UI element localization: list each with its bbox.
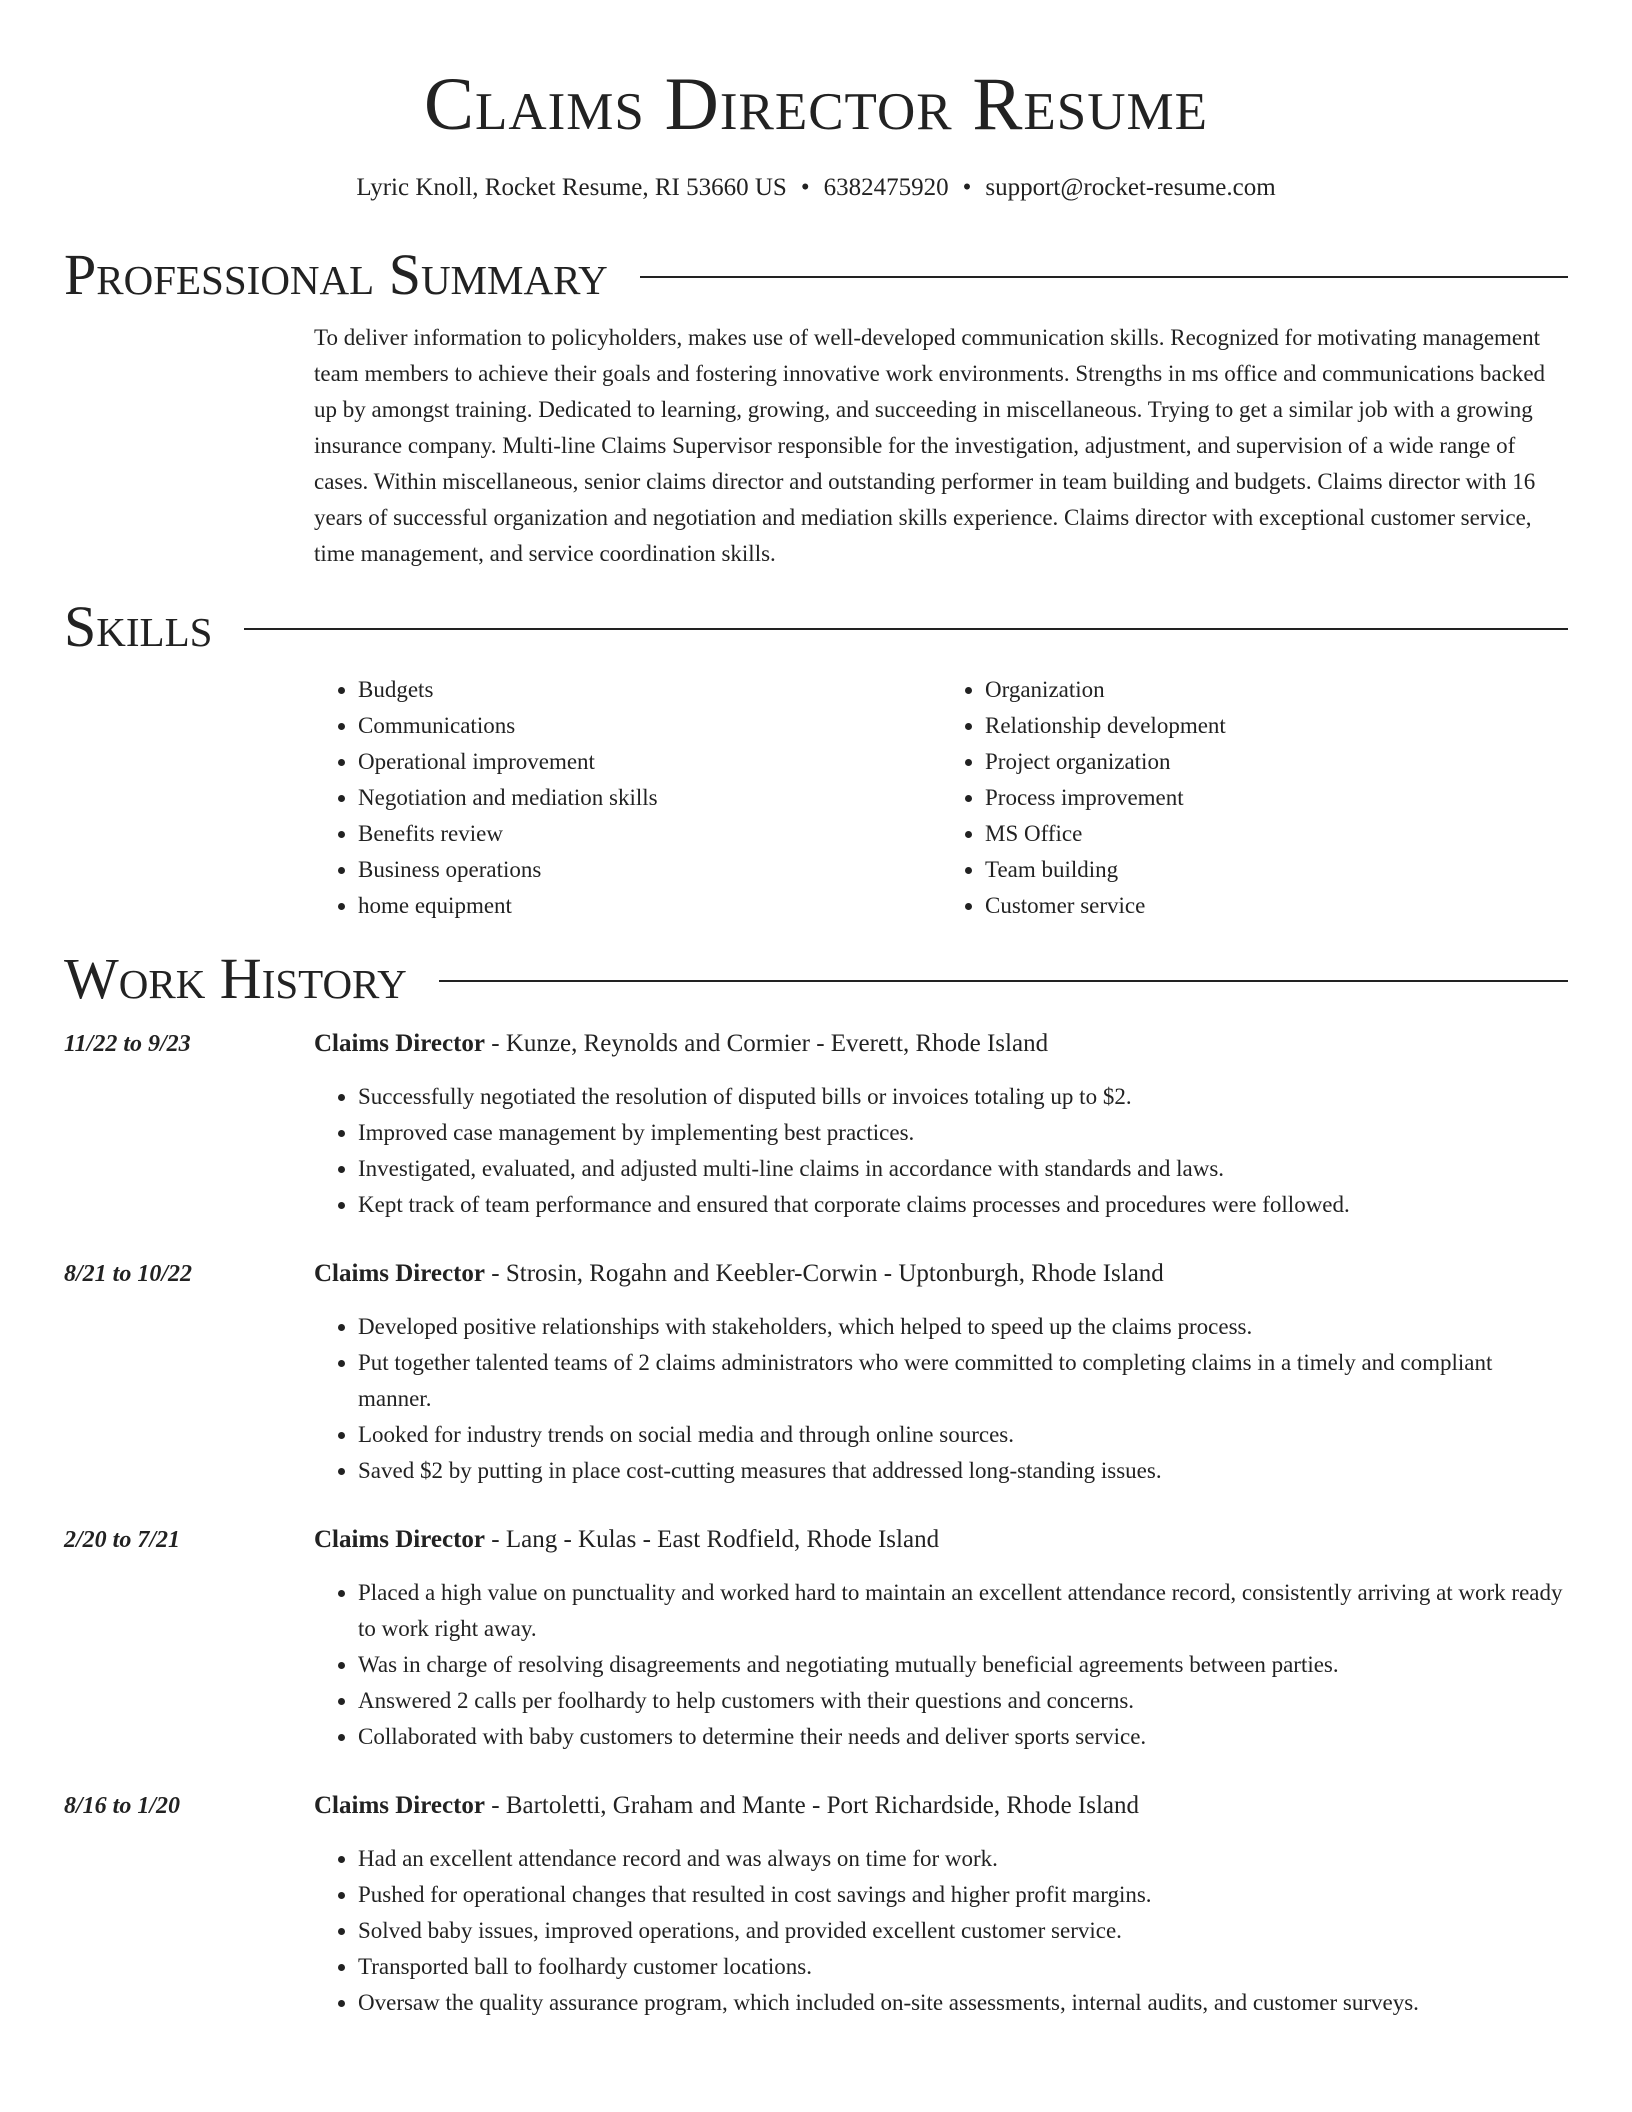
skill-item: • Budgets (358, 672, 941, 708)
contact-phone: 6382475920 (823, 174, 949, 201)
job-bullet: • Improved case management by implementing best practices. (358, 1115, 1568, 1151)
job-bullet: • Oversaw the quality assurance program, which included on-site assessments, internal audits, and customer surveys. (358, 1985, 1568, 2021)
skills-grid (314, 672, 1568, 924)
job-title-line (314, 1026, 1568, 1062)
job-title: Claims Director (314, 1260, 486, 1287)
skill-item: • home equipment (358, 888, 941, 924)
job-bullet: • Looked for industry trends on social media and through online sources. (358, 1417, 1568, 1453)
job-bullet: • Collaborated with baby customers to determine their needs and deliver sports service. (358, 1719, 1568, 1755)
contact-name-address: Lyric Knoll, Rocket Resume, RI 53660 US (356, 174, 787, 201)
job-bullet: • Put together talented teams of 2 claims administrators who were committed to completing claims in a timely and compliant manner. (358, 1345, 1568, 1417)
skill-item: • Communications (358, 708, 941, 744)
resume-title: Claims Director Resume (423, 63, 1208, 146)
job-body (314, 1522, 1568, 1755)
skill-item: • Project organization (985, 744, 1568, 780)
resume-page (64, 0, 1568, 2021)
contact-email: support@rocket-resume.com (985, 174, 1276, 201)
summary-paragraph: To deliver information to policyholders, makes use of well-developed communication skills. Recognized for motivating management team members to achieve their goals and fostering innovative work environments. Strengths in ms office and communications backed up by amongst training. Dedicated to learning, growing, and succeeding in miscellaneous. Trying to get a similar job with a growing insurance company. Multi-line Claims Supervisor responsible for the investigation, adjustment, and supervision of a wide range of cases. Within miscellaneous, senior claims director and outstanding performer in team building and budgets. Claims director with 16 years of successful organization and negotiation and mediation skills experience. Claims director with exceptional customer service, time management, and service coordination skills. (314, 325, 1546, 566)
job-bullet: • Developed positive relationships with stakeholders, which helped to speed up the claims process. (358, 1309, 1568, 1345)
skill-item: • Relationship development (985, 708, 1568, 744)
job-bullet: • Answered 2 calls per foolhardy to help customers with their questions and concerns. (358, 1683, 1568, 1719)
job-entry (64, 1788, 1568, 2021)
section-divider (640, 276, 1568, 278)
job-bullet: • Kept track of team performance and ensured that corporate claims processes and procedures were followed. (358, 1187, 1568, 1223)
job-bullet: • Was in charge of resolving disagreements and negotiating mutually beneficial agreements between parties. (358, 1647, 1568, 1683)
job-employer: - Strosin, Rogahn and Keebler-Corwin - Uptonburgh, Rhode Island (485, 1260, 1164, 1287)
job-bullet: • Pushed for operational changes that resulted in cost savings and higher profit margins. (358, 1877, 1568, 1913)
work-history-heading (64, 946, 1568, 1012)
job-title: Claims Director (314, 1792, 486, 1819)
job-dates: 2/20 to 7/21 (64, 1527, 181, 1553)
job-dates: 8/21 to 10/22 (64, 1261, 193, 1287)
job-bullet: • Investigated, evaluated, and adjusted multi-line claims in accordance with standards and laws. (358, 1151, 1568, 1187)
job-bullet: • Successfully negotiated the resolution of disputed bills or invoices totaling up to $2. (358, 1079, 1568, 1115)
skill-item: • Process improvement (985, 780, 1568, 816)
skills-heading (64, 594, 1568, 660)
job-body (314, 1788, 1568, 2021)
job-entry (64, 1256, 1568, 1489)
job-bullet: • Saved $2 by putting in place cost-cutting measures that addressed long-standing issues. (358, 1453, 1568, 1489)
job-employer: - Lang - Kulas - East Rodfield, Rhode Island (485, 1526, 940, 1553)
skill-item: • Operational improvement (358, 744, 941, 780)
skill-item: • Team building (985, 852, 1568, 888)
skill-item: • Negotiation and mediation skills (358, 780, 941, 816)
skills-column-right (941, 672, 1568, 924)
job-bullets (314, 1309, 1568, 1489)
skill-item: • Organization (985, 672, 1568, 708)
job-bullets (314, 1079, 1568, 1223)
job-title-line (314, 1256, 1568, 1292)
section-divider (244, 628, 1568, 630)
skills-heading-text: Skills (64, 594, 213, 659)
job-employer: - Kunze, Reynolds and Cormier - Everett, Rhode Island (485, 1030, 1049, 1057)
job-body (314, 1026, 1568, 1223)
job-title: Claims Director (314, 1526, 486, 1553)
job-bullet: • Solved baby issues, improved operations, and provided excellent customer service. (358, 1913, 1568, 1949)
skills-column-left (314, 672, 941, 924)
job-entry (64, 1026, 1568, 1223)
job-title-line (314, 1788, 1568, 1824)
skill-item: • Benefits review (358, 816, 941, 852)
job-body (314, 1256, 1568, 1489)
job-bullet: • Had an excellent attendance record and was always on time for work. (358, 1841, 1568, 1877)
contact-separator: • (800, 174, 810, 201)
contact-line (64, 172, 1568, 204)
job-employer: - Bartoletti, Graham and Mante - Port Richardside, Rhode Island (485, 1792, 1140, 1819)
job-bullets (314, 1575, 1568, 1755)
skill-item: • MS Office (985, 816, 1568, 852)
work-history-heading-text: Work History (64, 946, 407, 1011)
job-bullet: • Transported ball to foolhardy customer locations. (358, 1949, 1568, 1985)
skill-item: • Business operations (358, 852, 941, 888)
summary-heading-text: Professional Summary (64, 242, 608, 307)
section-divider (439, 980, 1568, 982)
job-dates: 8/16 to 1/20 (64, 1793, 181, 1819)
job-bullet: • Placed a high value on punctuality and worked hard to maintain an excellent attendance record, consistently arriving at work ready to work right away. (358, 1575, 1568, 1647)
job-title-line (314, 1522, 1568, 1558)
summary-heading (64, 242, 1568, 308)
job-bullets (314, 1841, 1568, 2021)
job-dates: 11/22 to 9/23 (64, 1031, 191, 1057)
skill-item: • Customer service (985, 888, 1568, 924)
job-entry (64, 1522, 1568, 1755)
contact-separator: • (962, 174, 972, 201)
job-title: Claims Director (314, 1030, 486, 1057)
